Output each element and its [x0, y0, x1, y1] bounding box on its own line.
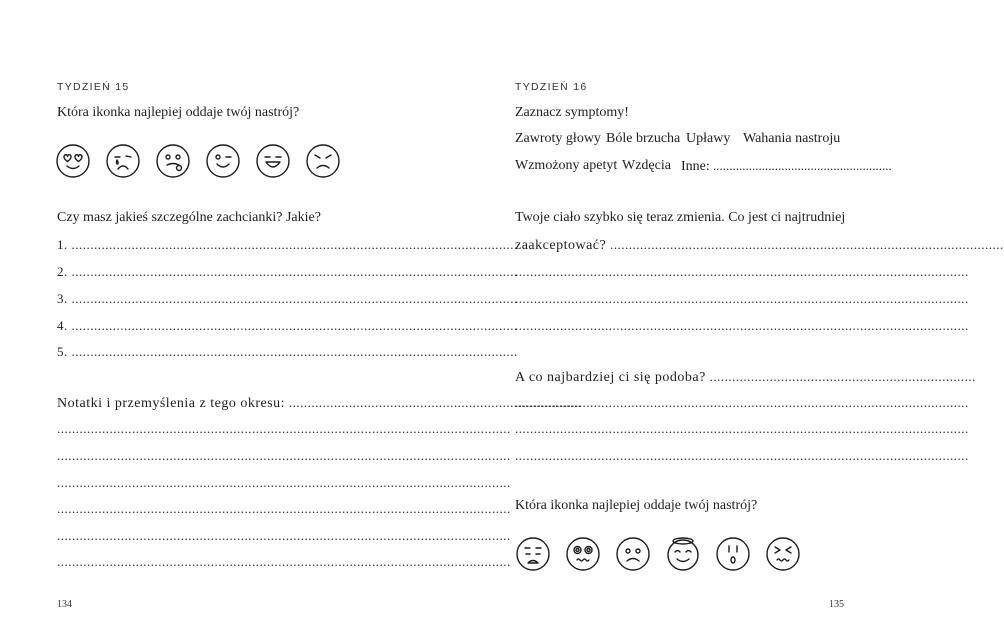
symptom-increased-appetite[interactable]: Wzmożony apetyt — [515, 158, 618, 173]
body-answer-line[interactable]: ......................................................................................................................... — [515, 318, 969, 333]
week-heading: TYDZIEŃ 16 — [515, 81, 588, 93]
right-page — [450, 0, 1004, 636]
page-number: 135 — [829, 599, 844, 610]
nauseous-face-icon[interactable] — [155, 143, 191, 179]
craving-line-5[interactable]: 5. ....................................................................................................................... — [57, 344, 518, 359]
symptoms-prompt: Zaznacz symptomy! — [515, 105, 629, 120]
angry-face-icon[interactable] — [305, 143, 341, 179]
craving-line-2[interactable]: 2. ....................................................................................................................... — [57, 264, 518, 279]
symptom-stomach-ache[interactable]: Bóle brzucha — [606, 131, 681, 146]
craving-line-3[interactable]: 3. ....................................................................................................................... — [57, 291, 518, 306]
dizzy-face-icon[interactable] — [565, 536, 601, 572]
notes-line[interactable]: ......................................................................................................................... — [57, 501, 511, 516]
like-answer-line[interactable]: A co najbardziej ci się podoba? ....................................................................... — [515, 369, 976, 385]
page-number: 134 — [57, 599, 72, 610]
surprised-face-icon[interactable] — [715, 536, 751, 572]
symptom-dizziness[interactable]: Zawroty głowy — [515, 131, 601, 146]
notes-line[interactable]: ......................................................................................................................... — [57, 448, 511, 463]
notes-line[interactable]: ......................................................................................................................... — [57, 421, 511, 436]
squinting-face-icon[interactable] — [765, 536, 801, 572]
body-answer-line[interactable]: zaakceptować? ......................................................................................................... — [515, 237, 1004, 253]
notes-line[interactable]: ......................................................................................................................... — [57, 554, 511, 569]
cravings-question: Czy masz jakieś szczególne zachcianki? Jakie? — [57, 210, 321, 225]
tired-face-icon[interactable] — [515, 536, 551, 572]
crying-face-icon[interactable] — [105, 143, 141, 179]
mood-question: Która ikonka najlepiej oddaje twój nastrój? — [515, 498, 758, 513]
sad-face-icon[interactable] — [615, 536, 651, 572]
heart-eyes-face-icon[interactable] — [55, 143, 91, 179]
craving-line-1[interactable]: 1. ....................................................................................................................... — [57, 237, 518, 252]
symptom-bloating[interactable]: Wzdęcia — [622, 158, 671, 173]
notes-line[interactable]: ......................................................................................................................... — [57, 475, 511, 490]
notes-line-label[interactable]: Notatki i przemyślenia z tego okresu: .............................................................................. — [57, 395, 582, 411]
body-question: Twoje ciało szybko się teraz zmienia. Co jest ci najtrudniej — [515, 210, 846, 225]
week-heading: TYDZIEŃ 15 — [57, 81, 130, 93]
body-answer-line[interactable]: ......................................................................................................................... — [515, 291, 969, 306]
symptom-mood-swings[interactable]: Wahania nastroju — [743, 131, 841, 146]
like-answer-line[interactable]: ......................................................................................................................... — [515, 395, 969, 410]
symptom-discharge[interactable]: Upławy — [686, 131, 731, 146]
mood-question: Która ikonka najlepiej oddaje twój nastrój? — [57, 105, 300, 120]
body-answer-line[interactable]: ......................................................................................................................... — [515, 264, 969, 279]
winking-face-icon[interactable] — [205, 143, 241, 179]
craving-line-4[interactable]: 4. ....................................................................................................................... — [57, 318, 518, 333]
grinning-face-icon[interactable] — [255, 143, 291, 179]
angel-face-icon[interactable] — [665, 536, 701, 572]
like-answer-line[interactable]: ......................................................................................................................... — [515, 421, 969, 436]
like-answer-line[interactable]: ......................................................................................................................... — [515, 448, 969, 463]
notes-line[interactable]: ......................................................................................................................... — [57, 528, 511, 543]
symptom-other[interactable]: Inne: ....................................................... — [681, 158, 892, 174]
